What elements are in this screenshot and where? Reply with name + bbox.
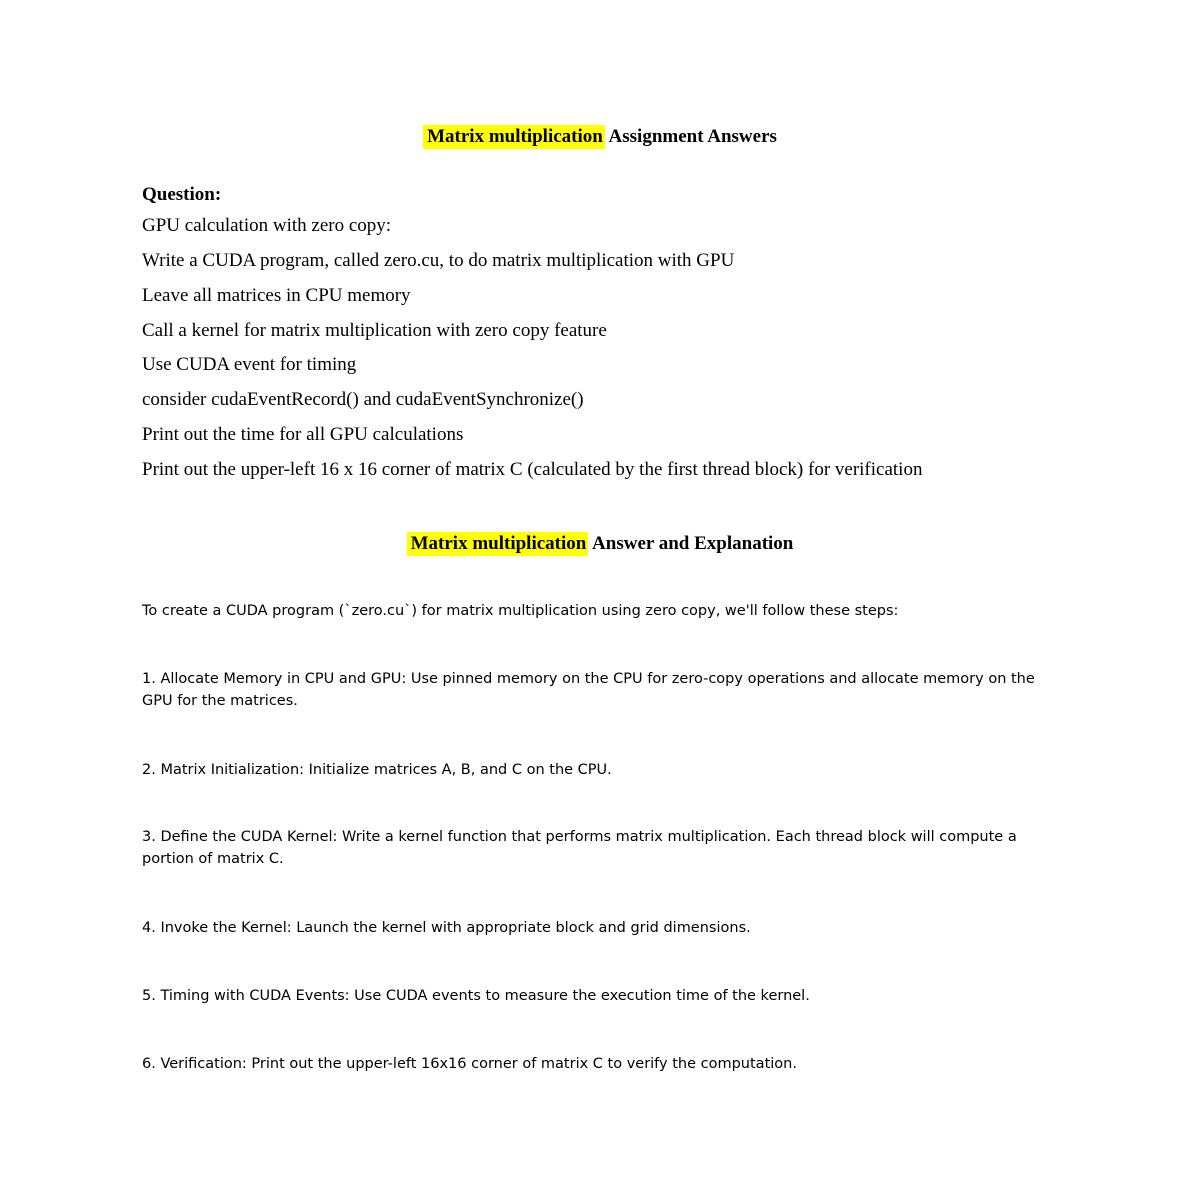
answer-heading — [0, 533, 1200, 555]
document-title — [0, 126, 1200, 148]
step-4: 4. Invoke the Kernel: Launch the kernel with appropriate block and grid dimensions. — [142, 920, 751, 936]
step-3: 3. Define the CUDA Kernel: Write a kernel function that performs matrix multiplication. Each thread block will compute a portion of matrix C. — [142, 829, 1017, 867]
question-line-3: Leave all matrices in CPU memory — [142, 285, 411, 306]
question-line-2: Write a CUDA program, called zero.cu, to do matrix multiplication with GPU — [142, 250, 735, 271]
step-6: 6. Verification: Print out the upper-left 16x16 corner of matrix C to verify the computation. — [142, 1056, 797, 1072]
question-line-8: Print out the upper-left 16 x 16 corner of matrix C (calculated by the first thread block) for verification — [142, 459, 923, 480]
question-line-6: consider cudaEventRecord() and cudaEventSynchronize() — [142, 389, 584, 410]
question-line-1: GPU calculation with zero copy: — [142, 215, 392, 236]
question-line-4: Call a kernel for matrix multiplication with zero copy feature — [142, 320, 607, 341]
question-line-5: Use CUDA event for timing — [142, 354, 357, 375]
answer-heading-highlight: Matrix multiplication — [407, 532, 589, 556]
intro-paragraph: To create a CUDA program (`zero.cu`) for matrix multiplication using zero copy, we'll follow these steps: — [142, 603, 899, 619]
step-5: 5. Timing with CUDA Events: Use CUDA events to measure the execution time of the kernel. — [142, 988, 810, 1004]
title-highlight: Matrix multiplication — [423, 125, 605, 149]
answer-heading-rest: Answer and Explanation — [588, 533, 794, 554]
question-label: Question: — [142, 184, 222, 205]
step-1: 1. Allocate Memory in CPU and GPU: Use pinned memory on the CPU for zero-copy operations and allocate memory on the GPU for the matrices. — [142, 671, 1035, 709]
title-rest: Assignment Answers — [604, 126, 777, 147]
question-line-7: Print out the time for all GPU calculations — [142, 424, 464, 445]
step-2: 2. Matrix Initialization: Initialize matrices A, B, and C on the CPU. — [142, 762, 612, 778]
